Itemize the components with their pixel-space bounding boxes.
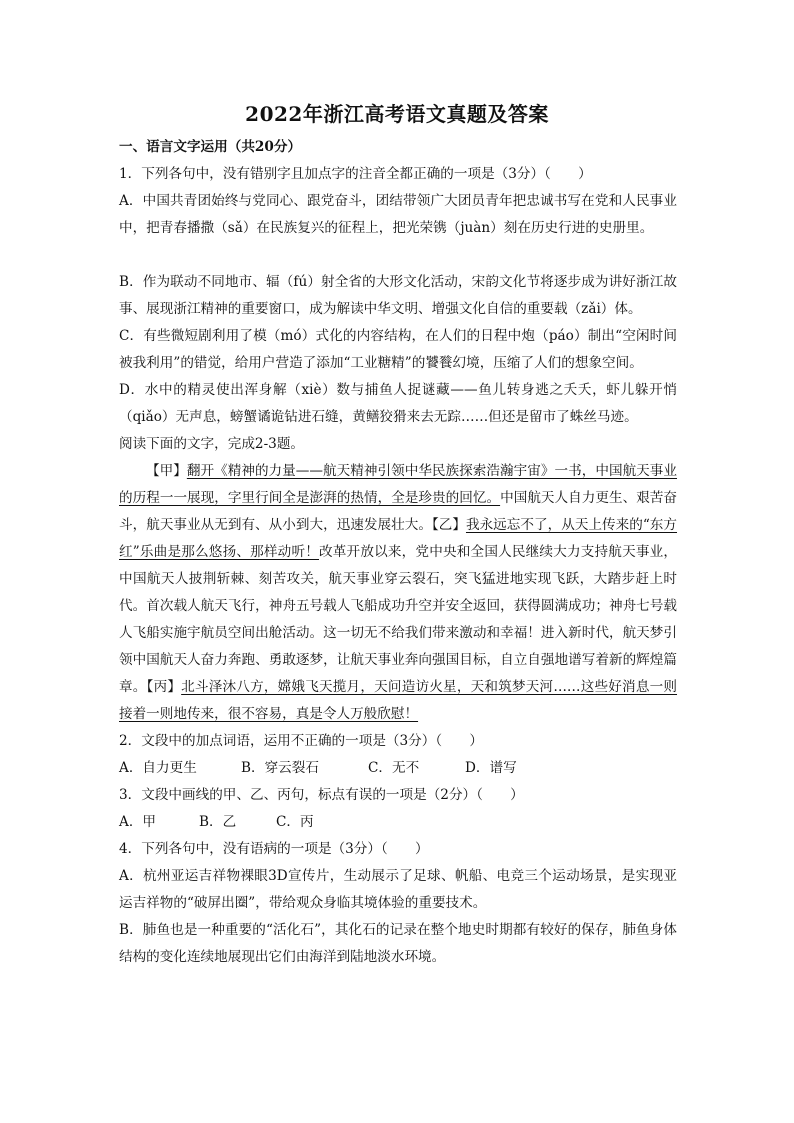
- question-3-options: [119, 809, 677, 836]
- question-2-option-b: B．穿云裂石: [241, 760, 319, 776]
- question-1-stem: 1．下列各句中，没有错别字且加点字的注音全都正确的一项是（3分）（ ）: [119, 166, 592, 182]
- blank-line: [119, 242, 677, 269]
- reading-instruction: 阅读下面的文字，完成2-3题。: [119, 436, 305, 452]
- question-2-stem: 2．文段中的加点词语，运用不正确的一项是（3分）（ ）: [119, 733, 483, 749]
- question-3-stem: 3．文段中画线的甲、乙、丙句，标点有误的一项是（2分）（ ）: [119, 787, 524, 803]
- question-4-option-b: B．肺鱼也是一种重要的“活化石”，其化石的记录在整个地史时期都有较好的保存，肺鱼身体结构的变化连续地展现出它们由海洋到陆地淡水环境。: [119, 922, 677, 965]
- question-1-option-d: D．水中的精灵使出浑身解（xiè）数与捕鱼人捉谜藏——鱼儿转身逃之夭夭，虾儿躲开悄（qiǎo）无声息，螃蟹谲诡钻进石缝，黄鳝狡猾来去无踪……但还是留市了蛛丝马迹。: [119, 382, 677, 425]
- question-3-option-b: B．乙: [199, 814, 237, 830]
- question-2-option-d: D．谱写: [465, 760, 517, 776]
- tag-bing: 【丙】: [146, 679, 182, 695]
- question-2-option-c: C．无不: [368, 760, 420, 776]
- question-4-stem: 4．下列各句中，没有语病的一项是（3分）（ ）: [119, 841, 429, 857]
- question-1-option-c: C．有些微短剧利用了模（mó）式化的内容结构，在人们的日程中炮（páo）制出“空闲时间被我利用”的错觉，给用户营造了添加“工业糖精”的饕餮幻境，压缩了人们的想象空间。: [119, 328, 677, 371]
- question-3-option-a: A．甲: [119, 814, 157, 830]
- question-4-option-a: A．杭州亚运吉祥物裸眼3D宣传片，生动展示了足球、帆船、电竞三个运动场景，是实现亚运吉祥物的“破屏出圈”，带给观众身临其境体验的重要技术。: [119, 868, 677, 911]
- reading-passage: [119, 458, 677, 728]
- tag-yi: 【乙】: [431, 517, 466, 533]
- question-2-options: [119, 755, 677, 782]
- page-title: 2022年浙江高考语文真题及答案: [245, 102, 549, 126]
- document-body: [119, 134, 677, 971]
- tag-jia: 【甲】: [146, 463, 187, 479]
- passage-middle-2: 改革开放以来，党中央和全国人民继续大力支持航天事业，中国航天人披荆斩棘、刻苦攻关，航天事业穿云裂石，突飞猛进地实现飞跃，大踏步赶上时代。首次载人航天飞行，神舟五号载人飞船成功升空并安全返回，获得圆满成功；神舟七号载人飞船实施宇航员空间出舱活动。这一切无不给我们带来激动和幸福！进入新时代，航天梦引领中国航天人奋力奔跑、勇敢逐梦，让航天事业奔向强国目标，自立自强地谱写着新的辉煌篇章。: [119, 544, 677, 695]
- passage-middle-1: 中国航天人自力更生、艰苦奋斗，航天事业从无到有、从小到大，迅速发展壮大。: [119, 490, 678, 533]
- section-heading: 一、语言文字运用（共20分）: [119, 139, 302, 155]
- question-1-option-b: B．作为联动不同地市、辐（fú）射全省的大形文化活动，宋韵文化节将逐步成为讲好浙江故事、展现浙江精神的重要窗口，成为解读中华文明、增强文化自信的重要载（zǎi）体。: [119, 274, 677, 317]
- sentence-bing: 北斗泽沐八方，嫦娥飞天揽月，天问造访火星，天和筑梦天河……这些好消息一则接着一则地传来，很不容易，真是令人万般欣慰！: [119, 679, 678, 722]
- question-2-option-a: A．自力更生: [119, 760, 197, 776]
- question-1-option-a: A．中国共青团始终与党同心、跟党奋斗，团结带领广大团员青年把忠诚书写在党和人民事业中，把青春播撒（sǎ）在民族复兴的征程上，把光荣镌（juàn）刻在历史行进的史册里。: [119, 193, 677, 236]
- sentence-jia: 翻开《精神的力量——航天精神引领中华民族探索浩瀚宇宙》一书，中国航天事业的历程一一展现，字里行间全是澎湃的热情，全是珍贵的回忆。: [119, 463, 678, 506]
- sentence-yi: 我永远忘不了，从天上传来的“东方红”乐曲是那么悠扬、那样动听！: [119, 517, 678, 560]
- question-3-option-c: C．丙: [276, 814, 314, 830]
